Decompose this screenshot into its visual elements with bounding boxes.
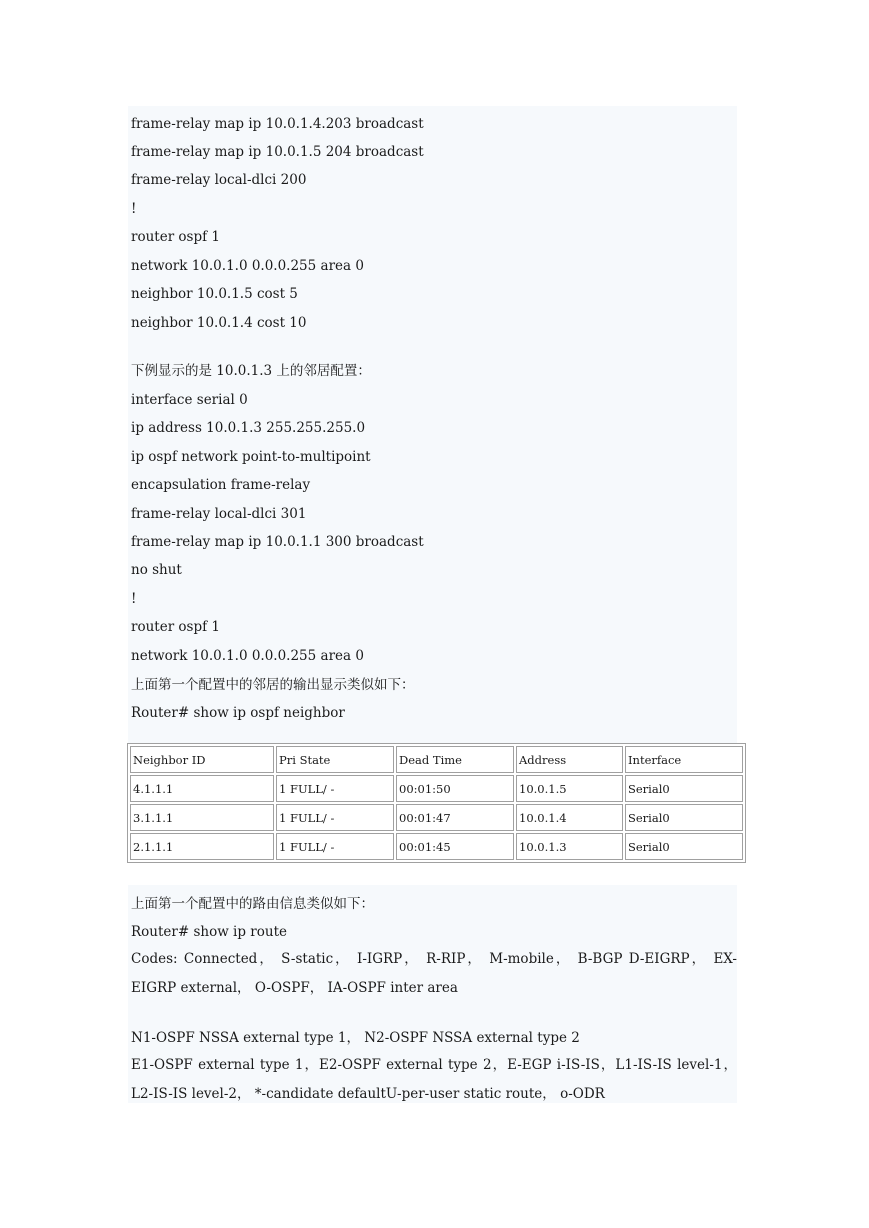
config-line: router ospf 1 bbox=[131, 229, 221, 245]
table-header-row bbox=[130, 746, 743, 773]
section-heading: 上面第一个配置中的邻居的输出显示类似如下： bbox=[131, 677, 415, 693]
table-cell: 4.1.1.1 bbox=[130, 775, 274, 802]
config-line: network 10.0.1.0 0.0.0.255 area 0 bbox=[131, 648, 364, 664]
table-row bbox=[130, 804, 743, 831]
table-row bbox=[130, 833, 743, 860]
config-line: ip address 10.0.1.3 255.255.255.0 bbox=[131, 420, 366, 436]
table-row bbox=[130, 775, 743, 802]
config-line: frame-relay map ip 10.0.1.5 204 broadcast bbox=[131, 144, 424, 160]
table-cell: 3.1.1.1 bbox=[130, 804, 274, 831]
command-line: Router# show ip route bbox=[131, 924, 287, 940]
table-cell: Serial0 bbox=[625, 804, 743, 831]
config-line: frame-relay map ip 10.0.1.4.203 broadcast bbox=[131, 116, 424, 132]
table-cell: Serial0 bbox=[625, 833, 743, 860]
config-line: neighbor 10.0.1.4 cost 10 bbox=[131, 315, 307, 331]
table-cell: 1 FULL/ - bbox=[276, 775, 394, 802]
neighbor-table bbox=[127, 743, 746, 863]
header-cell: Dead Time bbox=[396, 746, 514, 773]
header-cell: Neighbor ID bbox=[130, 746, 274, 773]
config-line: encapsulation frame-relay bbox=[131, 477, 311, 493]
header-cell: Address bbox=[516, 746, 623, 773]
table-cell: 00:01:45 bbox=[396, 833, 514, 860]
config-line: frame-relay local-dlci 200 bbox=[131, 172, 307, 188]
table-cell: 00:01:47 bbox=[396, 804, 514, 831]
config-line: no shut bbox=[131, 562, 182, 578]
config-line: frame-relay local-dlci 301 bbox=[131, 506, 307, 522]
table-cell: 2.1.1.1 bbox=[130, 833, 274, 860]
nssa-line: N1-OSPF NSSA external type 1， N2-OSPF NSSA external type 2 bbox=[131, 1030, 580, 1046]
config-line: network 10.0.1.0 0.0.0.255 area 0 bbox=[131, 258, 364, 274]
table-cell: 10.0.1.5 bbox=[516, 775, 623, 802]
header-cell: Interface bbox=[625, 746, 743, 773]
config-line: router ospf 1 bbox=[131, 619, 221, 635]
table-cell: 10.0.1.4 bbox=[516, 804, 623, 831]
config-line: ! bbox=[131, 201, 137, 217]
codes-paragraph: Codes: Connected， S-static， I-IGRP， R-RIP， M-mobile， B-BGP D-EIGRP， EX-EIGRP external， O-OSPF， IA-OSPF inter area bbox=[131, 951, 737, 996]
header-cell: Pri State bbox=[276, 746, 394, 773]
table-cell: 1 FULL/ - bbox=[276, 804, 394, 831]
config-line: ! bbox=[131, 591, 137, 607]
table-cell: 00:01:50 bbox=[396, 775, 514, 802]
external-codes-paragraph: E1-OSPF external type 1，E2-OSPF external type 2，E-EGP i-IS-IS，L1-IS-IS level-1，L2-IS-IS level-2， *-candidate defaultU-per-user static route， o-ODR bbox=[131, 1057, 737, 1102]
table-cell: 1 FULL/ - bbox=[276, 833, 394, 860]
config-line: ip ospf network point-to-multipoint bbox=[131, 449, 371, 465]
command-line: Router# show ip ospf neighbor bbox=[131, 705, 345, 721]
section-heading: 上面第一个配置中的路由信息类似如下： bbox=[131, 896, 374, 912]
section-heading: 下例显示的是 10.0.1.3 上的邻居配置： bbox=[131, 363, 371, 379]
table-cell: 10.0.1.3 bbox=[516, 833, 623, 860]
config-line: interface serial 0 bbox=[131, 392, 248, 408]
table-cell: Serial0 bbox=[625, 775, 743, 802]
config-line: frame-relay map ip 10.0.1.1 300 broadcast bbox=[131, 534, 424, 550]
config-line: neighbor 10.0.1.5 cost 5 bbox=[131, 286, 298, 302]
